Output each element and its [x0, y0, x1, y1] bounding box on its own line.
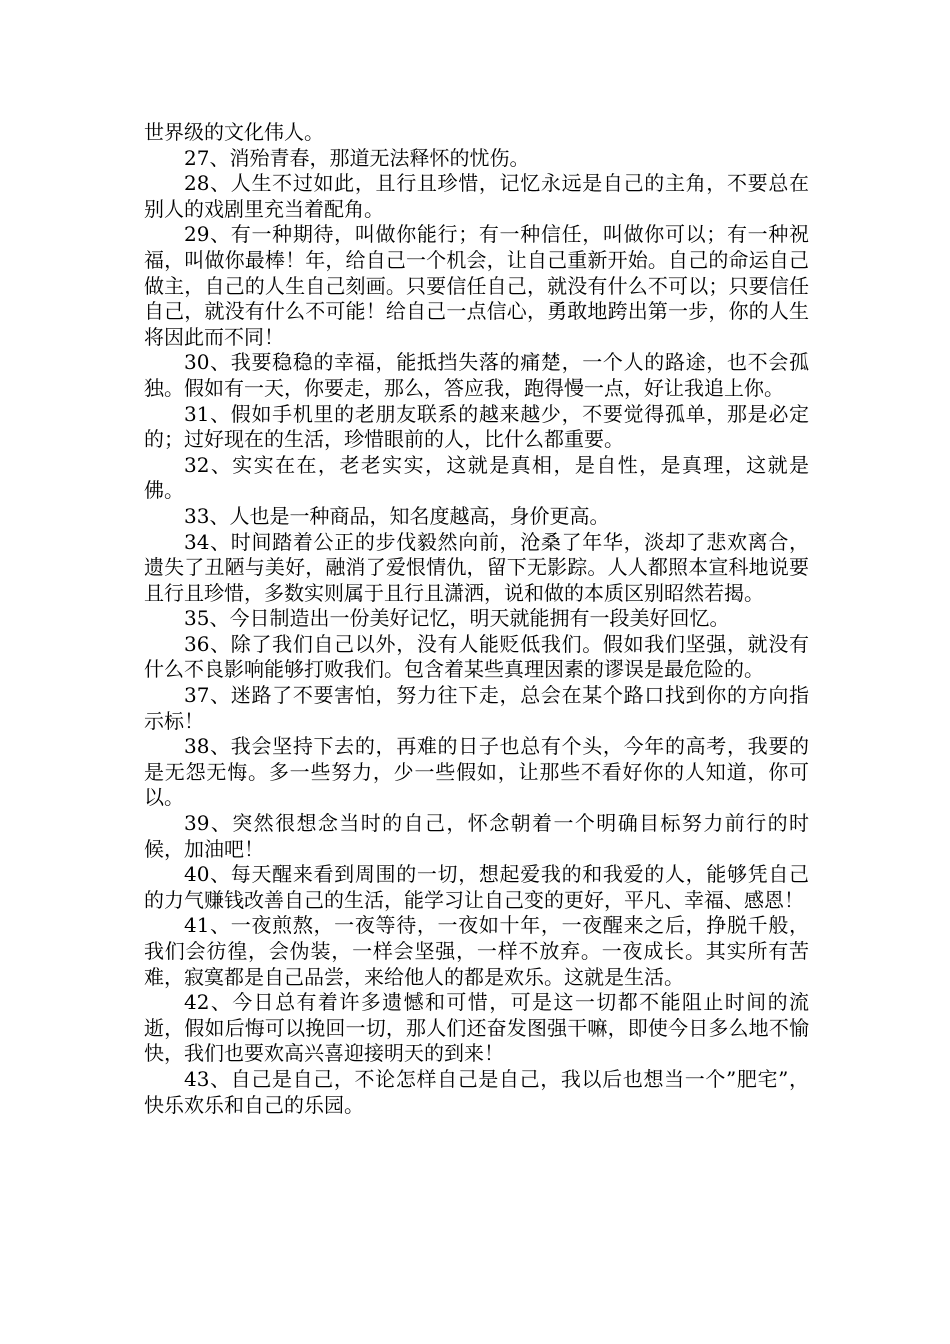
paragraph-31: 31、假如手机里的老朋友联系的越来越少，不要觉得孤单，那是必定的；过好现在的生活，珍惜眼前的人，比什么都重要。 [144, 401, 809, 452]
document-body [144, 120, 809, 1118]
paragraph-42: 42、今日总有着许多遗憾和可惜，可是这一切都不能阻止时间的流逝，假如后悔可以挽回一切，那人们还奋发图强干嘛，即使今日多么地不愉快，我们也要欢高兴喜迎接明天的到来！ [144, 990, 809, 1066]
paragraph-37: 37、迷路了不要害怕，努力往下走，总会在某个路口找到你的方向指示标！ [144, 683, 809, 733]
paragraph-43: 43、自己是自己，不论怎样自己是自己，我以后也想当一个”肥宅”，快乐欢乐和自己的乐园。 [144, 1066, 809, 1117]
paragraph-35: 35、今日制造出一份美好记忆，明天就能拥有一段美好回忆。 [184, 606, 730, 631]
paragraph-38: 38、我会坚持下去的，再难的日子也总有个头，今年的高考，我要的是无怨无悔。多一些努力，少一些假如，让那些不看好你的人知道，你可以。 [144, 734, 809, 810]
paragraph-continuation: 世界级的文化伟人。 [144, 120, 324, 144]
paragraph-27: 27、消殆青春，那道无法释怀的忧伤。 [184, 145, 530, 170]
paragraph-34: 34、时间踏着公正的步伐毅然向前，沧桑了年华，淡却了悲欢离合，遗失了丑陋与美好，融消了爱恨情仇，留下无影踪。人人都照本宣科地说要且行且珍惜，多数实则属于且行且潇洒，说和做的本质区别昭然若揭。 [144, 529, 809, 605]
paragraph-30: 30、我要稳稳的幸福，能抵挡失落的痛楚，一个人的路途，也不会孤独。假如有一天，你要走，那么，答应我，跑得慢一点，好让我追上你。 [144, 350, 809, 400]
paragraph-41: 41、一夜煎熬，一夜等待，一夜如十年，一夜醒来之后，挣脱千般，我们会彷徨，会伪装，一样会坚强，一样不放弃。一夜成长。其实所有苦难，寂寞都是自己品尝，来给他人的都是欢乐。这就是生活。 [144, 913, 809, 989]
paragraph-36: 36、除了我们自己以外，没有人能贬低我们。假如我们坚强，就没有什么不良影响能够打败我们。包含着某些真理因素的谬误是最危险的。 [144, 631, 809, 682]
paragraph-29: 29、有一种期待，叫做你能行；有一种信任，叫做你可以；有一种祝福，叫做你最棒！年，给自己一个机会，让自己重新开始。自己的命运自己做主，自己的人生自己刻画。只要信任自己，就没有什么不可以；只要信任自己，就没有什么不可能！给自己一点信心，勇敢地跨出第一步，你的人生将因此而不同！ [144, 222, 809, 349]
paragraph-28: 28、人生不过如此，且行且珍惜，记忆永远是自己的主角，不要总在别人的戏剧里充当着配角。 [144, 171, 809, 221]
paragraph-33: 33、人也是一种商品，知名度越高，身价更高。 [184, 503, 610, 528]
paragraph-32: 32、实实在在，老老实实，这就是真相，是自性，是真理，这就是佛。 [144, 452, 809, 503]
paragraph-39: 39、突然很想念当时的自己，怀念朝着一个明确目标努力前行的时候，加油吧！ [144, 811, 809, 861]
paragraph-40: 40、每天醒来看到周围的一切，想起爱我的和我爱的人，能够凭自己的力气赚钱改善自己的生活，能学习让自己变的更好，平凡、幸福、感恩！ [144, 862, 809, 912]
